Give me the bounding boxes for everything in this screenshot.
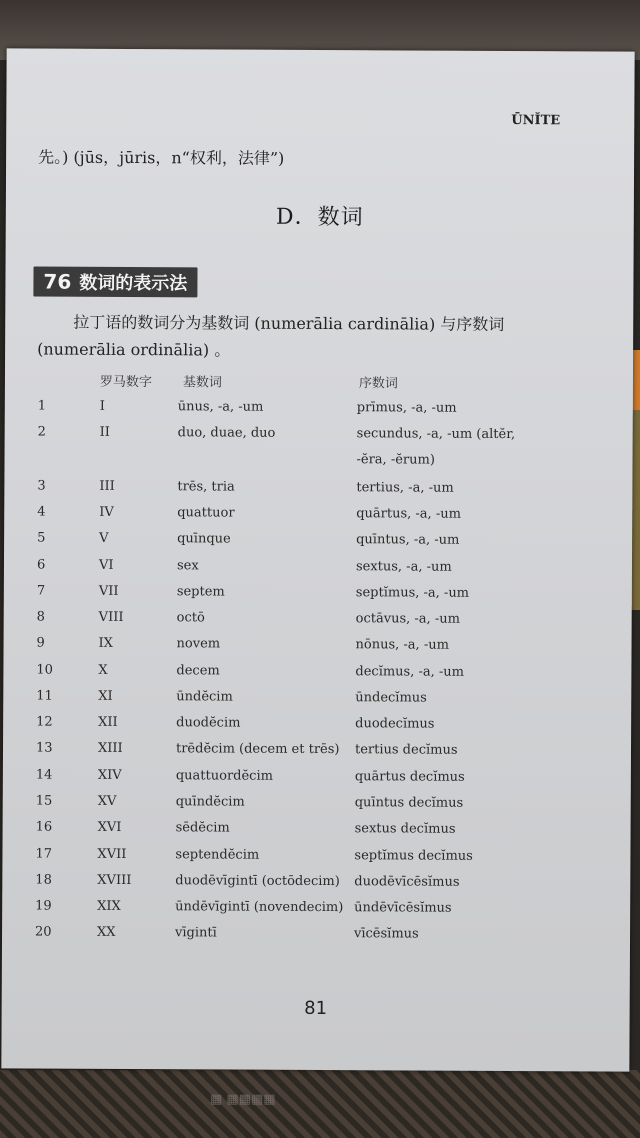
table-row [4,583,632,610]
roman-numeral: IX [98,635,113,651]
ordinal-number: sextus, -a, -um [355,559,452,575]
roman-numeral: V [99,530,109,546]
table-row [2,924,630,951]
running-head: ŪNĬTE [511,113,561,129]
cardinal-number: ūnus, -a, -um [177,399,264,415]
cardinal-number: ūndēvīgintī (novendecim) [175,899,344,916]
cardinal-number: septem [176,584,225,600]
table-row [3,819,631,846]
ordinal-number: quārtus decĭmus [354,769,465,785]
ordinal-number: tertius decĭmus [354,742,458,758]
ordinal-number: octāvus, -a, -um [355,611,460,627]
page-number: 81 [304,997,328,1020]
cardinal-number: ūndĕcim [176,689,233,705]
ordinal-number: tertius, -a, -um [356,480,454,496]
cardinal-number: decem [176,663,220,679]
table-row [3,662,631,689]
ordinal-number: duodecĭmus [355,716,435,732]
ordinal-number: sextus decĭmus [354,821,456,837]
subsection-heading [33,267,197,298]
cardinal-number: vīgintī [175,925,217,941]
row-number: 1 [37,398,47,414]
subsection-text: 数词的表示法 [79,272,188,295]
cardinal-number: duodēvīgintī (octōdecim) [175,873,340,890]
roman-numeral: XVI [97,819,122,835]
ordinal-number: duodēvīcēsĭmus [354,874,460,890]
cardinal-number: septendĕcim [175,847,260,863]
row-number: 19 [35,898,52,914]
row-number: 13 [35,740,53,756]
cardinal-number: sex [176,558,199,574]
row-number: 6 [36,557,46,573]
row-number: 7 [36,583,46,599]
table-row [3,793,631,820]
cardinal-number: trēdĕcim (decem et trēs) [175,741,340,758]
table-row [4,478,632,505]
ordinal-number: quārtus, -a, -um [356,506,461,522]
row-number: 3 [37,478,46,494]
cardinal-number: duodĕcim [176,715,241,731]
ordinal-number: quīntus, -a, -um [356,532,460,548]
roman-numeral: IV [99,504,114,520]
cardinal-number: duo, duae, duo [177,425,276,441]
roman-numeral: XIV [97,767,122,783]
column-header-roman: 罗马数字 [99,374,152,391]
roman-numeral: II [99,424,110,440]
roman-numeral: XVII [97,846,127,863]
cardinal-number: octō [176,610,205,626]
row-number: 11 [36,688,53,704]
row-number: 20 [35,924,52,940]
row-number: 8 [36,609,46,625]
cardinal-number: novem [176,636,221,652]
ordinal-number: septĭmus decĭmus [354,848,473,864]
ordinal-number: decĭmus, -a, -um [355,664,465,680]
intro-paragraph [37,309,547,366]
row-number: 9 [36,635,45,651]
row-number: 2 [37,424,46,440]
roman-numeral: X [98,662,108,678]
roman-numeral: XII [98,714,118,730]
roman-numeral: VI [98,557,114,573]
cardinal-number: quīndĕcim [175,794,245,810]
roman-numeral: VIII [98,609,124,625]
ordinal-number: vīcēsĭmus [354,926,419,942]
column-header-cardinal: 基数词 [182,375,222,391]
ordinal-number: ūndecĭmus [355,690,427,706]
table-row [4,504,632,531]
table-row [2,872,630,899]
paragraph-line-2: (numerālia ordinālia) 。 [37,339,231,360]
ordinal-number: ūndēvīcēsĭmus [354,900,452,916]
row-number: 12 [36,714,53,730]
cardinal-number: trēs, tria [177,479,235,495]
roman-numeral: XI [98,688,113,704]
table-row [2,898,630,925]
table-row-continuation [4,450,632,477]
ordinal-number: prīmus, -a, -um [356,400,457,416]
roman-numeral: III [99,478,115,494]
roman-numeral: XVIII [97,872,132,889]
watermark-logo: ▦ ▦▦▦▦ [210,1092,276,1107]
cardinal-number: quattuordĕcim [175,768,274,784]
ordinal-number: quīntus decĭmus [354,795,464,811]
row-number: 14 [35,767,53,783]
table-row [3,767,631,794]
row-number: 18 [35,872,52,888]
intro-line: 先。) (jūs，jūris，n“权利，法律”) [38,147,285,168]
table-row [3,688,631,715]
book-page [1,48,634,1071]
table-row [4,609,632,636]
roman-numeral: XIX [97,898,121,914]
roman-numeral: I [99,398,105,414]
roman-numeral: XX [97,924,116,940]
row-number: 15 [35,793,53,809]
row-number: 16 [35,819,53,835]
row-number: 4 [37,504,46,520]
ordinal-number-continued: -ĕra, -ĕrum) [356,452,435,468]
table-row [5,398,633,425]
row-number: 5 [37,530,46,546]
cardinal-number: quattuor [177,505,235,521]
column-header-ordinal: 序数词 [358,376,398,392]
roman-numeral: VII [98,583,119,599]
ordinal-number: secundus, -a, -um (altĕr, [356,426,516,443]
cardinal-number: quīnque [177,531,231,547]
paragraph-line-1: 拉丁语的数词分为基数词 (numerālia cardinālia) 与序数词 [73,312,505,334]
table-row [4,530,632,557]
table-row [3,714,631,741]
table-row [4,557,632,584]
table-row [3,740,631,767]
ordinal-number: septĭmus, -a, -um [355,585,470,601]
subsection-number: 76 [43,269,72,294]
roman-numeral: XV [97,793,117,809]
cardinal-number: sēdĕcim [175,820,230,836]
row-number: 10 [36,662,54,678]
table-row [5,424,633,451]
section-title: D．数词 [275,204,364,231]
ordinal-number: nōnus, -a, -um [355,637,449,653]
table-row [3,635,631,662]
table-row [2,846,630,873]
row-number: 17 [35,846,53,862]
roman-numeral: XIII [97,740,123,756]
